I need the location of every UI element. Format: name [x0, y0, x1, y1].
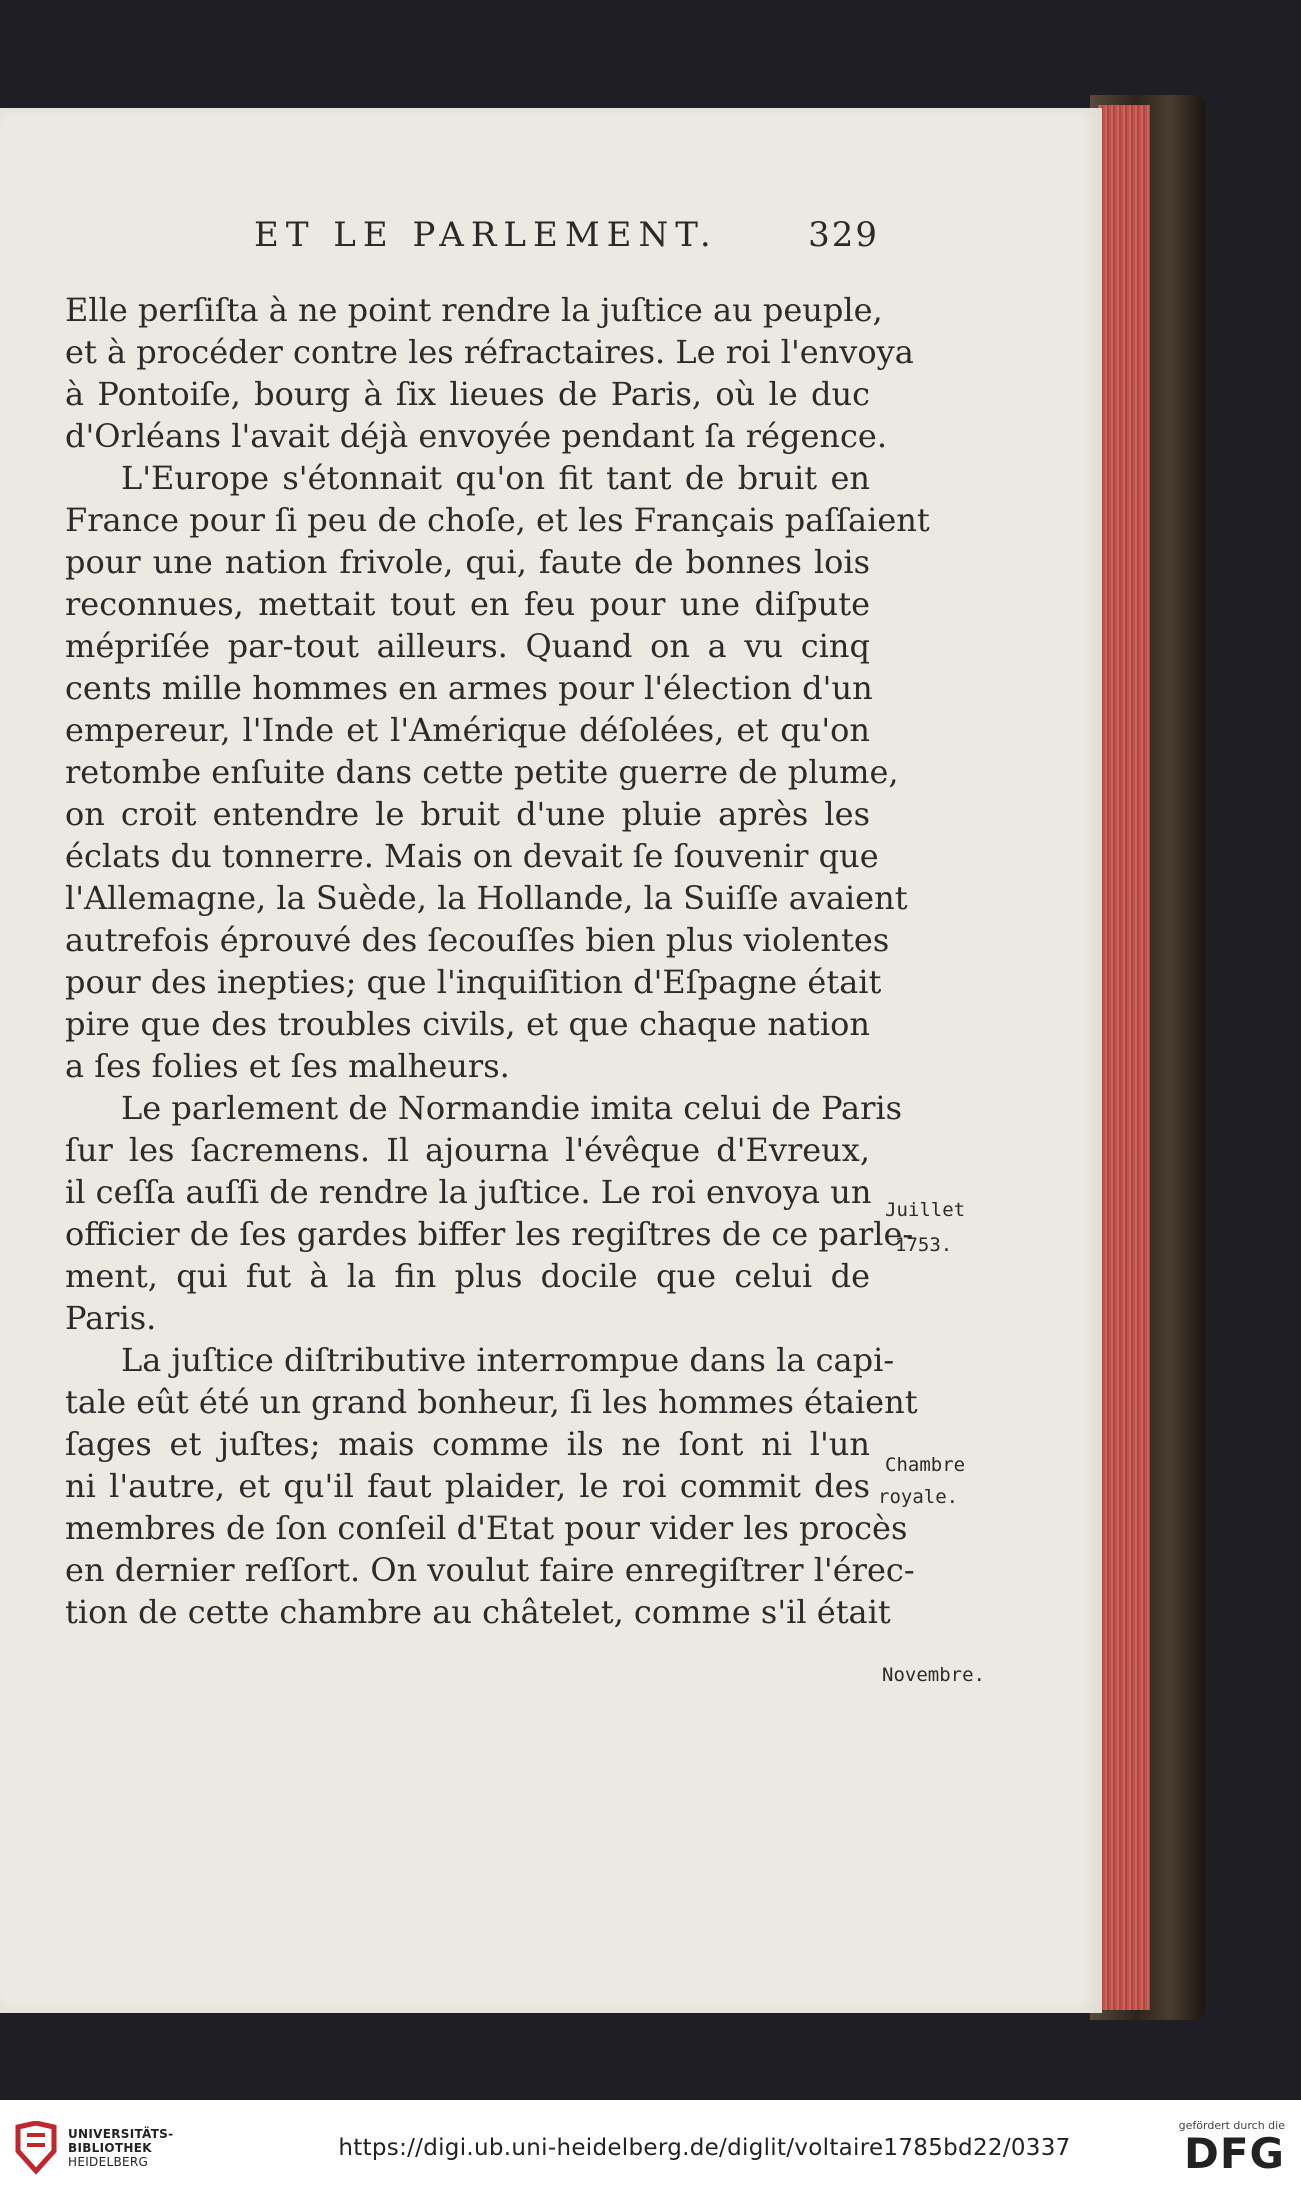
- running-head: [254, 215, 879, 255]
- funded-by-label: gefördert durch die: [1178, 2119, 1285, 2132]
- text-line: reconnues, mettait tout en feu pour une diſpute: [65, 585, 870, 623]
- text-line: et à procéder contre les réfractaires. Le roi l'envoya: [65, 333, 914, 371]
- library-name: [68, 2127, 173, 2169]
- library-name-line3: HEIDELBERG: [68, 2154, 149, 2169]
- text-line: pour une nation frivole, qui, faute de bonnes lois: [65, 543, 870, 581]
- text-line: ſur les ſacremens. Il ajourna l'évêque d'Evreux,: [65, 1131, 870, 1169]
- text-line: ni l'autre, et qu'il faut plaider, le roi commit des: [65, 1467, 870, 1505]
- margin-note-year: 1753.: [895, 1234, 953, 1256]
- margin-note-juillet: Juillet: [885, 1199, 966, 1221]
- text-line: tale eût été un grand bonheur, ſi les hommes étaient: [65, 1383, 918, 1421]
- text-line: à Pontoiſe, bourg à ſix lieues de Paris, où le duc: [65, 375, 870, 413]
- text-line: tion de cette chambre au châtelet, comme s'il était: [65, 1593, 891, 1631]
- dfg-logo[interactable]: DFG: [1183, 2129, 1285, 2178]
- library-name-line2: BIBLIOTHEK: [68, 2140, 152, 2155]
- text-line: pour des inepties; que l'inquiſition d'Eſpagne était: [65, 963, 882, 1001]
- text-line: Paris.: [65, 1299, 157, 1337]
- funder-block: [1125, 2119, 1285, 2176]
- text-line: officier de ſes gardes biffer les regiſtres de ce parle-: [65, 1215, 914, 1253]
- page-red-edge: [1098, 105, 1150, 2010]
- text-line: France pour ſi peu de choſe, et les Français paſſaient: [65, 501, 930, 539]
- library-logo[interactable]: [14, 2121, 284, 2175]
- permalink-url[interactable]: https://digi.ub.uni-heidelberg.de/diglit/voltaire1785bd22/0337: [338, 2134, 1071, 2161]
- text-line: cents mille hommes en armes pour l'élection d'un: [65, 669, 873, 707]
- text-line: ment, qui fut à la fin plus docile que celui de: [65, 1257, 870, 1295]
- margin-note-novembre: Novembre.: [882, 1664, 985, 1686]
- text-line: on croit entendre le bruit d'une pluie après les: [65, 795, 870, 833]
- text-line: en dernier reſſort. On voulut faire enregiſtrer l'érec-: [65, 1551, 915, 1589]
- text-line: La juſtice diſtributive interrompue dans la capi-: [121, 1341, 895, 1379]
- footer-bar: [0, 2100, 1301, 2195]
- text-line: L'Europe s'étonnait qu'on fit tant de bruit en: [121, 459, 870, 497]
- text-line: retombe enſuite dans cette petite guerre de plume,: [65, 753, 899, 791]
- page-number: 329: [808, 215, 879, 255]
- text-line: pire que des troubles civils, et que chaque nation: [65, 1005, 870, 1043]
- running-head-title: ET LE PARLEMENT.: [254, 215, 718, 255]
- text-line: il ceſſa auſſi de rendre la juſtice. Le roi envoya un: [65, 1173, 872, 1211]
- library-logo-icon: [14, 2121, 58, 2175]
- text-line: mépriſée par-tout ailleurs. Quand on a vu cinq: [65, 627, 870, 665]
- margin-note-royale: royale.: [878, 1486, 959, 1508]
- text-line: ſages et juſtes; mais comme ils ne ſont ni l'un: [65, 1425, 870, 1463]
- margin-note-chambre: Chambre: [885, 1454, 966, 1476]
- library-name-line1: UNIVERSITÄTS-: [68, 2126, 174, 2141]
- text-line: a ſes folies et ſes malheurs.: [65, 1047, 510, 1085]
- text-line: autrefois éprouvé des ſecouſſes bien plus violentes: [65, 921, 890, 959]
- text-line: éclats du tonnerre. Mais on devait ſe ſouvenir que: [65, 837, 879, 875]
- text-line: Elle perſiſta à ne point rendre la juſtice au peuple,: [65, 291, 883, 329]
- text-line: membres de ſon conſeil d'Etat pour vider les procès: [65, 1509, 908, 1547]
- text-line: Le parlement de Normandie imita celui de Paris: [121, 1089, 903, 1127]
- text-line: d'Orléans l'avait déjà envoyée pendant ſa régence.: [65, 417, 888, 455]
- text-line: empereur, l'Inde et l'Amérique déſolées, et qu'on: [65, 711, 870, 749]
- text-line: l'Allemagne, la Suède, la Hollande, la Suiſſe avaient: [65, 879, 908, 917]
